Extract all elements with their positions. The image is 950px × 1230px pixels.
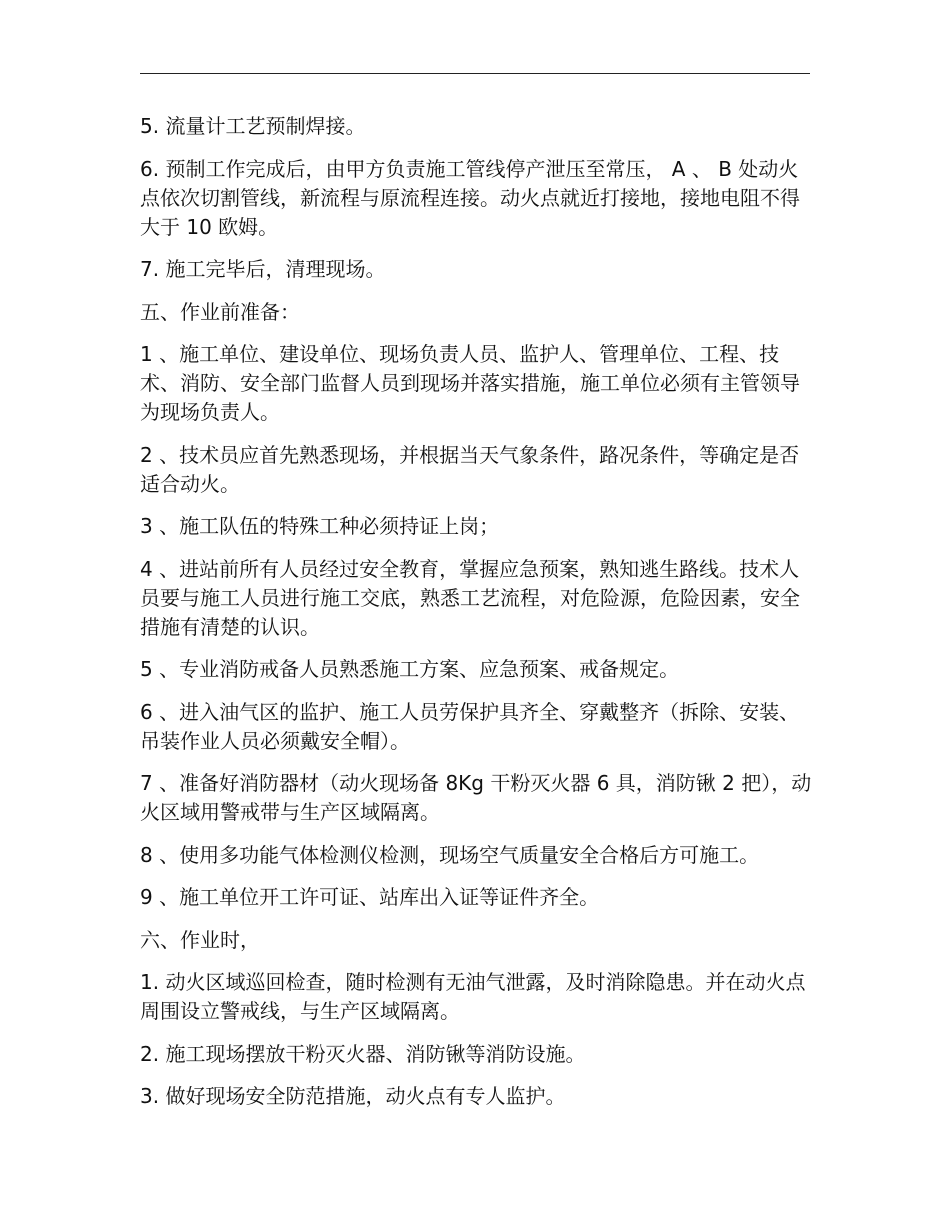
paragraph-step-5-flowmeter: 5. 流量计工艺预制焊接。 bbox=[140, 114, 366, 138]
prep-item-6: 6 、进入油气区的监护、施工人员劳保护具齐全、穿戴整齐（拆除、安装、吊装作业人员必须戴安全帽）。 bbox=[140, 699, 800, 753]
section-heading-preparation: 五、作业前准备： bbox=[140, 299, 300, 324]
work-item-3: 3. 做好现场安全防范措施，动火点有专人监护。 bbox=[140, 1084, 566, 1108]
section-heading-during-work: 六、作业时， bbox=[140, 927, 260, 952]
prep-item-4: 4 、进站前所有人员经过安全教育，掌握应急预案，熟知逃生路线。技术人员要与施工人员进行施工交底，熟悉工艺流程，对危险源，危险因素，安全措施有清楚的认识。 bbox=[140, 556, 800, 639]
work-item-2: 2. 施工现场摆放干粉灭火器、消防锹等消防设施。 bbox=[140, 1041, 586, 1066]
prep-item-7: 7 、准备好消防器材（动火现场备 8Kg 干粉灭火器 6 具，消防锹 2 把），动火区域用警戒带与生产区域隔离。 bbox=[140, 771, 812, 824]
document-body bbox=[140, 112, 812, 1125]
prep-item-1: 1 、施工单位、建设单位、现场负责人员、监护人、管理单位、工程、技术、消防、安全部门监督人员到现场并落实措施，施工单位必须有主管领导为现场负责人。 bbox=[140, 342, 800, 424]
work-item-1: 1. 动火区域巡回检查，随时检测有无油气泄露，及时消除隐患。并在动火点周围设立警戒线，与生产区域隔离。 bbox=[140, 970, 806, 1023]
prep-item-2: 2 、技术员应首先熟悉现场，并根据当天气象条件，路况条件，等确定是否适合动火。 bbox=[140, 442, 800, 496]
prep-item-3: 3 、施工队伍的特殊工种必须持证上岗； bbox=[140, 514, 500, 538]
prep-item-9: 9 、施工单位开工许可证、站库出入证等证件齐全。 bbox=[140, 885, 600, 909]
header-rule bbox=[140, 73, 810, 74]
prep-item-8: 8 、使用多功能气体检测仪检测，现场空气质量安全合格后方可施工。 bbox=[140, 842, 760, 867]
paragraph-step-7-cleanup: 7. 施工完毕后，清理现场。 bbox=[140, 257, 386, 281]
paragraph-step-6-cutting: 6. 预制工作完成后，由甲方负责施工管线停产泄压至常压， A 、 B 处动火点依次切割管线，新流程与原流程连接。动火点就近打接地，接地电阻不得大于 10 欧姆。 bbox=[140, 156, 800, 239]
prep-item-5: 5 、专业消防戒备人员熟悉施工方案、应急预案、戒备规定。 bbox=[140, 657, 680, 681]
